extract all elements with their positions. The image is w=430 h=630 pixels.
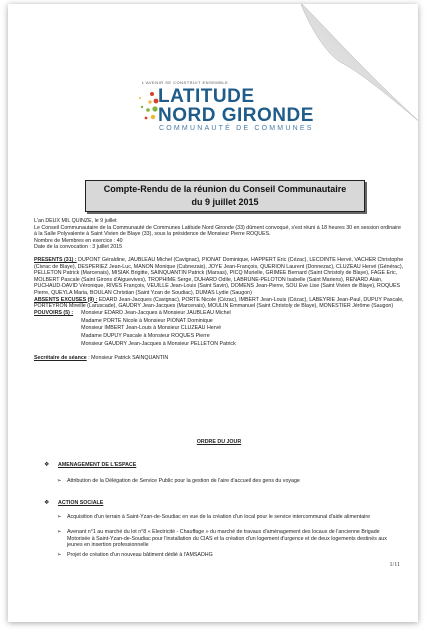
presents-list: DUPONT Géraldine, JAUBLEAU Michel (Cavignac), PIONAT Dominique, HAPPERT Eric (Cézac), LECOINTE Hervé, VACHER Christophe (Civrac de Blaye), DESPERIEZ Jean-Luc, MANON Monique (Cubnezais), JOYE Jean-François, QUERION Laurent (Donnezac), CLUZEAU Hervé (Générac), PELLETON Patrick (Marcenais), MISIAK Brigitte, SAINQUANTIN Patrick (Marsas), PICQ Murielle, GRIMEE Bernard (Saint Christoly de Blaye), FAGE Eric, MOLBERT Pascale (Saint Girons d'Aiguevives), TROPHIME Serge, DUHARD Odile, LABRUNE-PELOTON Isabelle (Saint Mariens), RENARD Alain, PUCHAUD-DAVID Véronique, RIVES François, VEUILLE Jean-Louis (Saint Savin), DOMENS Jean-Pierre, SOU Eve Lise (Saint Vivien de Blaye), ROQUES Pierre, QUEYLA Maria, BOULAN Christian (Saint Yzan de Soudiac), DUMAS Lydie (Saugon) [34, 256, 404, 296]
page-number: 1/11 [389, 562, 400, 568]
arrow-bullet-icon: ➢ [57, 514, 62, 520]
agenda-item: ➢ Attribution de la Délégation de Service Public pour la gestion de l'aire d'accueil des gens du voyage [57, 478, 300, 484]
document-page [8, 4, 418, 622]
absents-list: EDARD Jean-Jacques (Cavignac), PORTE Nicole (Cézac), IMBERT Jean-Louis (Cézac), LABEYRIE Jean-Paul, DUPUY Pascale, PORTEYRON Mireille (Laruscade), GAUDRY Jean-Jacques (Marcenais), MOULIN Emmanuel (Saint Christoly de Blaye), MONESTIER Jérôme (Saugon) [34, 296, 404, 310]
arrow-bullet-icon: ➢ [57, 552, 62, 558]
arrow-bullet-icon: ➢ [57, 529, 62, 535]
pouvoirs-block [34, 310, 404, 349]
section-title-amenagement: AMENAGEMENT DE L'ESPACE [58, 462, 137, 468]
page-curl-icon [270, 4, 418, 152]
pouvoir-item: Monsieur EDARD Jean-Jacques à Monsieur JAUBLEAU Michel [81, 309, 231, 316]
arrow-bullet-icon: ➢ [57, 478, 62, 484]
logo-dots-icon [130, 88, 160, 128]
agenda-item: ➢ Projet de création d'un nouveau bâtiment dédié à l'AMSADHG [57, 552, 213, 558]
logo-line-nord-gironde: NORD GIRONDE [158, 105, 314, 126]
convocation-date: Date de la convocation : 3 juillet 2015 [34, 244, 123, 251]
secretaire-value: : Monsieur Patrick SAINQUANTIN [88, 354, 169, 361]
logo-line-communaute: COMMUNAUTÉ DE COMMUNES [159, 125, 314, 132]
pouvoir-item: Madame PORTE Nicole à Monsieur PIONAT Dominique [81, 317, 213, 324]
absents-paragraph [34, 297, 404, 310]
ordre-du-jour-heading: ORDRE DU JOUR [196, 439, 242, 445]
agenda-item: ➢ Avenant n°1 au marché du lot n°8 « Electricité - Chauffage » du marché de travaux d'aménagement des locaux de l'ancienne Brigade Motorisée à Saint-Yzan-de-Soudiac pour l'installation du CIAS et la création d'un logement d'urgence et de deux logements destinés aux jeunes en insertion professionnelle [57, 529, 387, 549]
document-title: Compte-Rendu de la réunion du Conseil Communautaire [103, 184, 347, 194]
pouvoirs-label: POUVOIRS (5) : [34, 309, 74, 316]
pouvoir-item: Monsieur GAUDRY Jean-Jacques à Monsieur PELLETON Patrick [81, 340, 236, 347]
document-title-box [85, 180, 365, 212]
logo-line-latitude: LATITUDE [158, 86, 255, 107]
presents-paragraph [34, 257, 404, 297]
absents-label: ABSENTS EXCUSES (9) : [34, 296, 98, 303]
logo-tagline: L'AVENIR SE CONSTRUIT ENSEMBLE [142, 80, 229, 85]
section-bullet-icon: ❖ [44, 500, 50, 506]
secretaire-line [34, 355, 404, 362]
agenda-item: ➢ Acquisition d'un terrain à Saint-Yzan-de-Soudiac en vue de la création d'un local pour le service intercommunal d'aide alimentaire [57, 514, 371, 520]
document-date-title: du 9 juillet 2015 [191, 197, 259, 207]
presents-label: PRESENTS (31) : [34, 256, 77, 263]
secretaire-label: Secrétaire de séance [34, 354, 87, 361]
convocation-text: Le Conseil Communautaire de la Communauté de Communes Latitude Nord Gironde (33) dûment convoqué, s'est réuni à 18 heures 30 en session ordinaire à la Salle Polyvalente à Saint Vivien de Blaye (33), sous la présidence de Monsieur Pierre ROQUES. [34, 224, 401, 238]
document-body [34, 218, 404, 558]
pouvoir-item: Madame DUPUY Pascale à Monsieur ROQUES Pierre [81, 333, 210, 340]
section-bullet-icon: ❖ [44, 462, 50, 468]
date-line: L'an DEUX MIL QUINZE, le 9 juillet [34, 218, 117, 224]
section-title-action-sociale: ACTION SOCIALE [58, 500, 104, 506]
pouvoirs-list [81, 310, 236, 349]
pouvoir-item: Monsieur IMBERT Jean-Louis à Monsieur CLUZEAU Hervé [81, 325, 222, 332]
members-count: Nombre de Membres en exercice : 40 [34, 237, 123, 244]
